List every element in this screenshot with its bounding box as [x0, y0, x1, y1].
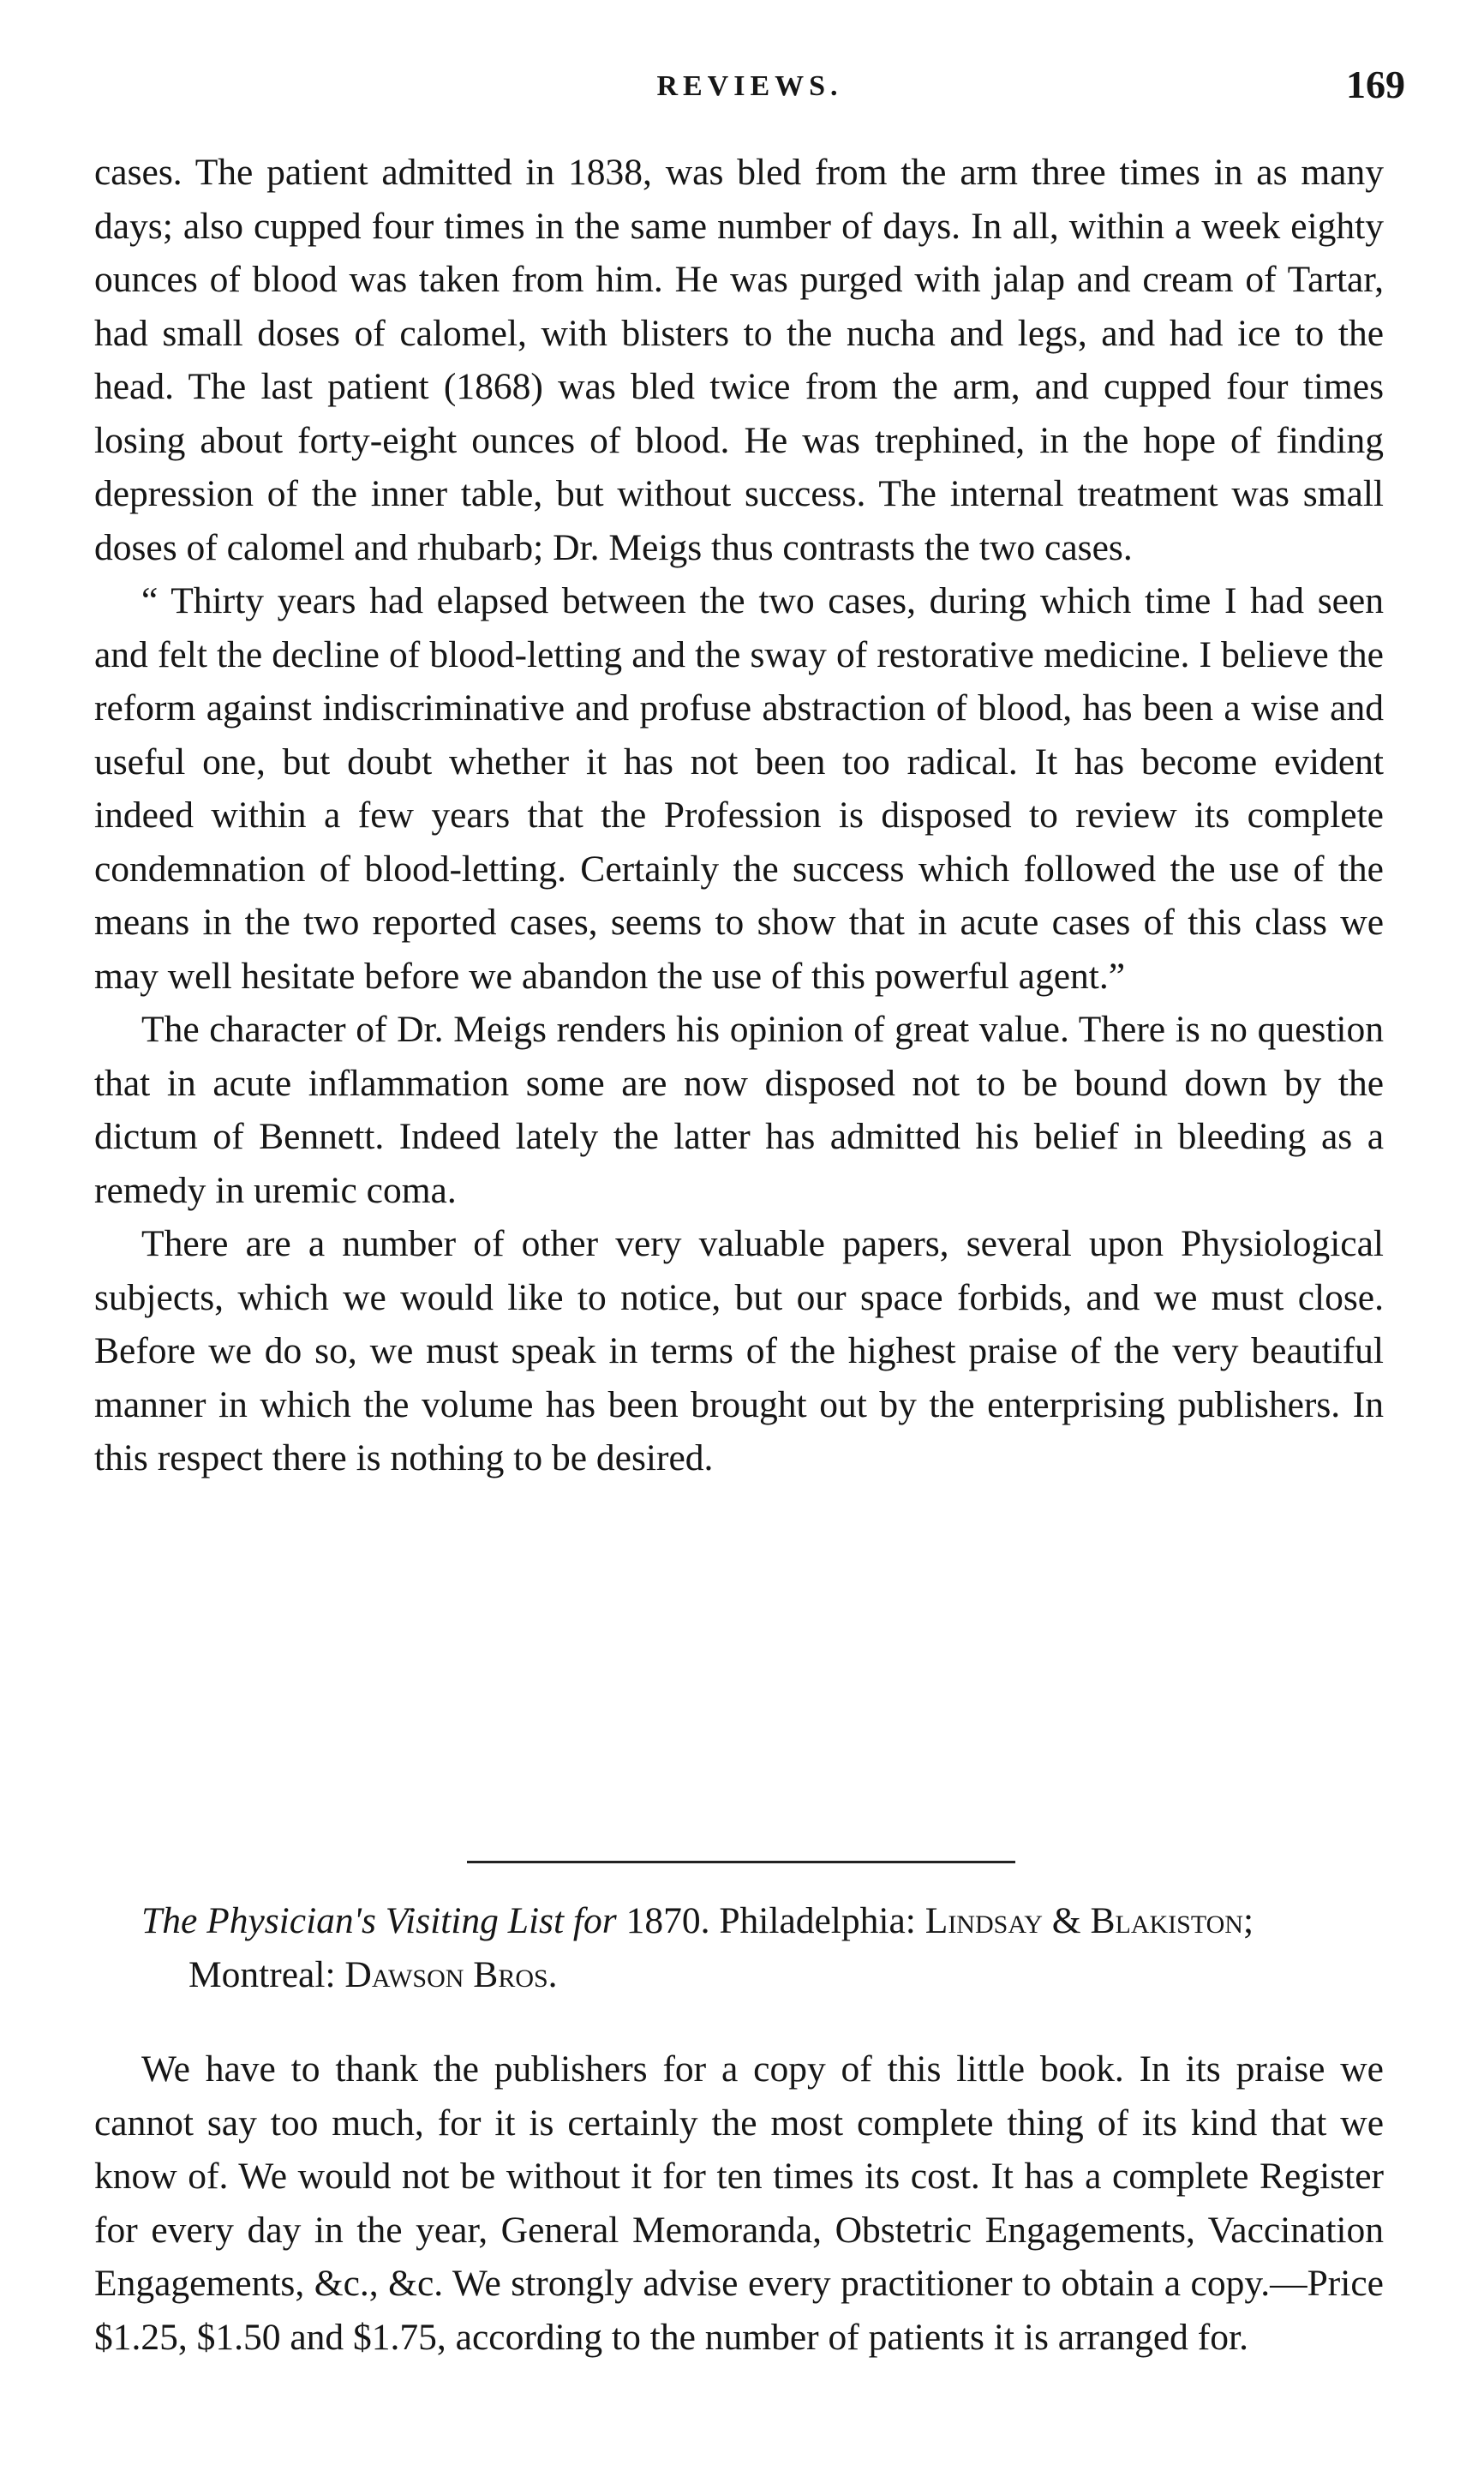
section-divider: [467, 1861, 1015, 1863]
publisher-place-1: Philadelphia:: [719, 1900, 916, 1941]
publisher-2: Dawson Bros.: [344, 1953, 558, 1995]
paragraph: The character of Dr. Meigs renders his opinion of great value. There is no question that in acute inflammation some are now disposed not to be bound down by the dictum of Bennett. Indeed lately the latter has admitted his belief in bleeding as a remedy in uremic coma.: [94, 1009, 1384, 1211]
paragraph-continued: cases. The patient admitted in 1838, was bled from the arm three times in as many days; also cupped four times in the same number of days. In all, within a week eighty ounces of blood was taken from him. He was purged with jalap and cream of Tartar, had small doses of calomel, with blisters to the nucha and legs, and had ice to the head. The last patient (1868) was bled twice from the arm, and cupped four times losing about forty-eight ounces of blood. He was trephined, in the hope of finding depression of the inner table, but without success. The internal treatment was small doses of calomel and rhubarb; Dr. Meigs thus contrasts the two cases.: [94, 152, 1384, 568]
quotation-paragraph: “ Thirty years had elapsed between the two cases, during which time I had seen and felt the decline of blood-letting and the sway of restorative medicine. I believe the reform against indiscriminative and profuse abstraction of blood, has been a wise and useful one, but doubt whether it has not been too radical. It has become evident indeed within a few years that the Profession is disposed to review its complete condemnation of blood-letting. Certainly the success which followed the use of the means in the two reported cases, seems to show that in acute cases of this class we may well hesitate before we abandon the use of this powerful agent.”: [94, 580, 1384, 997]
review-body: [94, 146, 1384, 1485]
book-notice: [94, 1894, 1384, 2364]
book-citation: [94, 1894, 1384, 2001]
page-header: [94, 62, 1405, 113]
page-number: 169: [1346, 63, 1405, 106]
paragraph: We have to thank the publishers for a copy of this little book. In its praise we cannot say too much, for it is certainly the most complete thing of its kind that we know of. We would not be without it for ten times its cost. It has a complete Register for every day in the year, General Memoranda, Obstetric Engagements, Vaccination Engagements, &c., &c. We strongly advise every practitioner to obtain a copy.—Price $1.25, $1.50 and $1.75, according to the number of patients it is arranged for.: [94, 2048, 1384, 2358]
notice-body: [94, 2042, 1384, 2364]
publisher-1: Lindsay & Blakiston: [925, 1900, 1243, 1941]
book-year: 1870.: [625, 1900, 710, 1941]
running-head: REVIEWS.: [656, 70, 843, 102]
paragraph: There are a number of other very valuable papers, several upon Physiological subjects, which we would like to notice, but our space forbids, and we must close. Before we do so, we must speak in terms of the highest praise of the very beautiful manner in which the volume has been brought out by the enterprising publishers. In this respect there is nothing to be desired.: [94, 1223, 1384, 1478]
publisher-place-2: Montreal:: [188, 1953, 336, 1995]
citation-separator: ;: [1242, 1900, 1254, 1941]
book-title: The Physician's Visiting List for: [141, 1900, 617, 1941]
